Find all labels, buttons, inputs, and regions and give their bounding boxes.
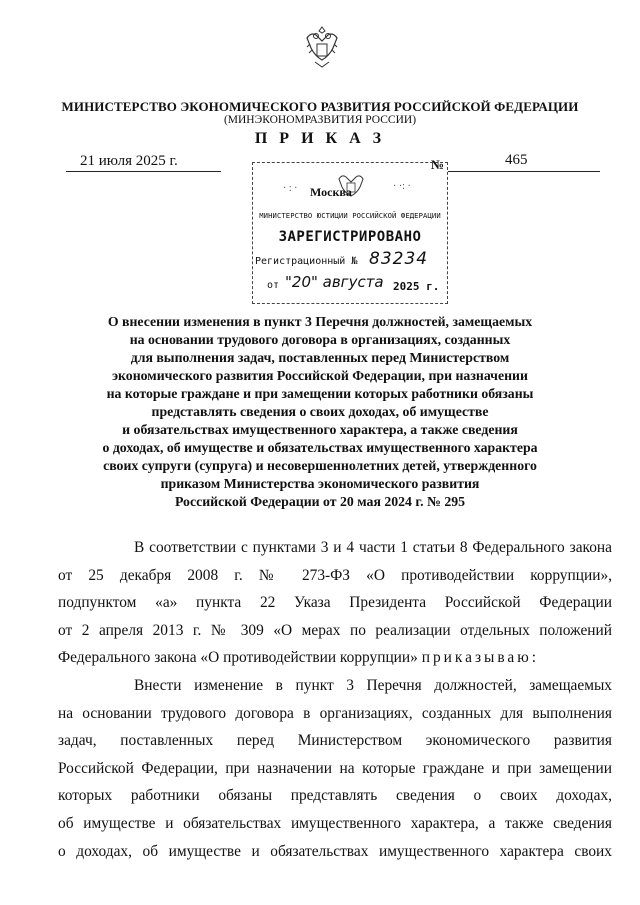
body-line: подпунктом «а» пункта 22 Указа Президента Российской Федерации xyxy=(58,594,612,612)
body-line: Российской Федерации, при назначении на которые граждане и при замещении xyxy=(58,759,612,777)
title-line: Российской Федерации от 20 мая 2024 г. № 295 xyxy=(174,494,466,509)
title-line: экономического развития Российской Федерации, при назначении xyxy=(112,368,528,383)
body-line: от 2 апреля 2013 г. № 309 «О мерах по реализации отдельных положений xyxy=(58,621,612,639)
stamp-registered: ЗАРЕГИСТРИРОВАНО xyxy=(278,229,422,245)
title-line: своих супруги (супруга) и несовершеннолетних детей, утвержденного xyxy=(103,458,537,473)
ministry-name: МИНИСТЕРСТВО ЭКОНОМИЧЕСКОГО РАЗВИТИЯ РОССИЙСКОЙ ФЕДЕРАЦИИ xyxy=(61,99,579,114)
order-title xyxy=(86,313,554,511)
document-type: П Р И К А З xyxy=(254,130,386,147)
stamp-from-date: "20" августа xyxy=(285,273,384,291)
order-date: 21 июля 2025 г. xyxy=(80,153,178,169)
title-line: о доходах, об имуществе и обязательствах имущественного характера xyxy=(102,440,538,455)
body-line: от 25 декабря 2008 г. № 273-ФЗ «О противодействии коррупции», xyxy=(58,566,612,584)
body-line: об имуществе и обязательствах имущественного характера, а также сведения xyxy=(58,814,612,832)
stamp-from-label: от xyxy=(267,280,280,291)
body-line: на основании трудового договора в организациях, созданных для выполнения xyxy=(58,704,612,722)
stamp-noise: · ·: · xyxy=(393,181,411,192)
stamp-noise: · : · xyxy=(283,183,298,194)
number-underline xyxy=(448,171,600,172)
title-line: для выполнения задач, поставленных перед Министерством xyxy=(130,350,510,365)
body-line xyxy=(58,644,612,672)
body-line: о доходах, об имуществе и обязательствах имущественного характера своих xyxy=(58,842,612,860)
stamp-registration-label: Регистрационный № xyxy=(255,256,358,267)
title-line: приказом Министерства экономического развития xyxy=(160,476,480,491)
date-underline xyxy=(66,171,221,172)
registration-stamp xyxy=(252,162,448,304)
body-text: Федерального закона «О противодействии коррупции» xyxy=(58,649,422,667)
order-body xyxy=(58,534,612,865)
body-line: В соответствии с пунктами 3 и 4 части 1 статьи 8 Федерального закона xyxy=(134,539,612,556)
number-sign: № xyxy=(431,157,445,172)
body-line: которых работники обязаны представлять сведения о своих доходах, xyxy=(58,787,612,805)
body-line: Внести изменение в пункт 3 Перечня должностей, замещаемых xyxy=(134,676,612,694)
title-line: на основании трудового договора в организациях, созданных xyxy=(129,332,511,347)
stamp-ministry: МИНИСТЕРСТВО ЮСТИЦИИ РОССИЙСКОЙ ФЕДЕРАЦИИ xyxy=(259,211,441,220)
stamp-city: Москва xyxy=(310,185,352,199)
title-line: О внесении изменения в пункт 3 Перечня должностей, замещаемых xyxy=(107,314,533,329)
title-line: представлять сведения о своих доходах, об имуществе xyxy=(151,404,489,419)
order-command: приказываю: xyxy=(421,649,540,667)
order-number: 465 xyxy=(505,152,528,168)
ministry-abbreviation: (МИНЭКОНОМРАЗВИТИЯ РОССИИ) xyxy=(223,114,417,126)
body-line: задач, поставленных перед Министерством экономического развития xyxy=(58,732,612,750)
title-line: на которые граждане и при замещении которых работники обязаны xyxy=(106,386,534,401)
title-line: и обязательствах имущественного характера, а также сведения xyxy=(122,422,518,437)
coat-of-arms-icon xyxy=(303,24,341,70)
stamp-registration-number: 83234 xyxy=(369,249,429,269)
stamp-year: 2025 г. xyxy=(393,280,440,293)
